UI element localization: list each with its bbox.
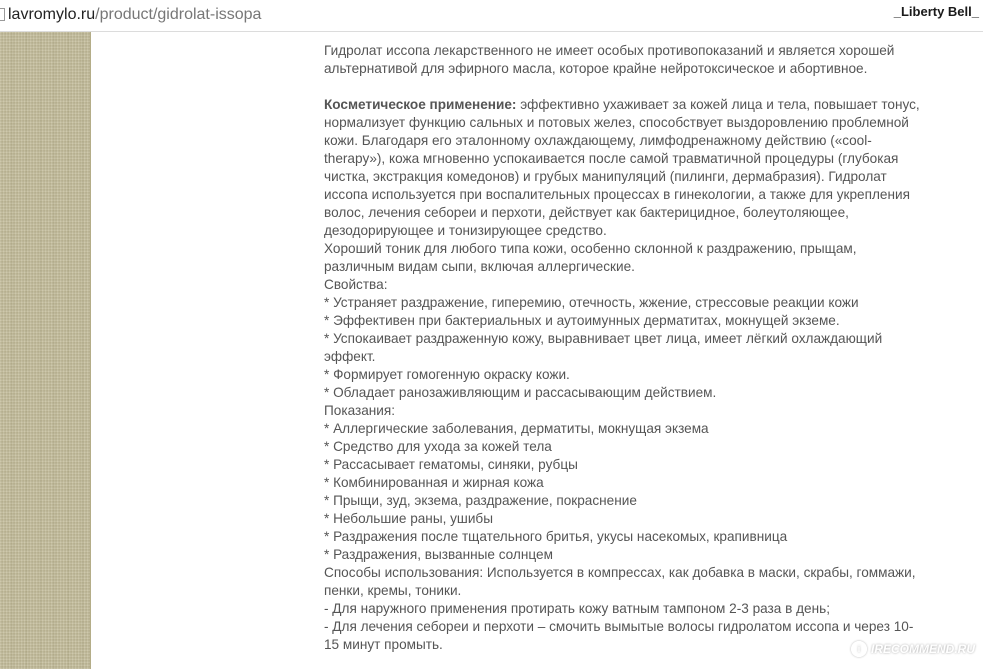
description-line: - Для лечения себореи и перхоти – смочить вымытые волосы гидролатом иссопа и через 10- (324, 619, 914, 634)
url-path: /product/gidrolat-issopa (95, 6, 262, 23)
url-text[interactable] (8, 6, 261, 24)
product-description (324, 42, 964, 654)
description-line: эффект. (324, 349, 376, 364)
description-line: Хороший тоник для любого типа кожи, особенно склонной к раздражению, прыщам, (324, 241, 857, 256)
description-line: Свойства: (324, 277, 388, 292)
description-line: * Формирует гомогенную окраску кожи. (324, 367, 570, 382)
description-line: иссопа используется при воспалительных процессах в гинекологии, а также для укрепления (324, 187, 910, 202)
intro-line: альтернативой для эфирного масла, которое крайне нейротоксическое и абортивное. (324, 61, 868, 76)
description-line: нормализует функцию сальных и потовых желез, способствует выздоровлению проблемной (324, 115, 909, 130)
description-line: * Аллергические заболевания, дерматиты, мокнущая экзема (324, 421, 709, 436)
cosmetic-first-line (324, 96, 964, 114)
cosmetic-heading: Косметическое применение: (324, 97, 517, 112)
description-line: Способы использования: Используется в компрессах, как добавка в маски, скрабы, гоммажи, (324, 565, 916, 580)
description-line: * Раздражения, вызванные солнцем (324, 547, 553, 562)
linen-background-panel (0, 32, 91, 669)
description-line: * Эффективен при бактериальных и аутоимунных дерматитах, мокнущей экземе. (324, 313, 840, 328)
description-line: Показания: (324, 403, 396, 418)
url-domain: lavromylo.ru (8, 6, 96, 23)
description-line: волос, лечения себореи и перхоти, действует как бактерицидное, болеутоляющее, (324, 205, 849, 220)
description-line: * Обладает ранозаживляющим и рассасывающим действием. (324, 385, 717, 400)
description-line: * Рассасывает гематомы, синяки, рубцы (324, 457, 578, 472)
paragraph-gap (324, 78, 964, 96)
description-line: дезодорирующее и тонизирующее средство. (324, 223, 607, 238)
description-line: пенки, кремы, тоники. (324, 583, 462, 598)
address-bar[interactable] (0, 0, 983, 32)
user-watermark: _Liberty Bell_ (893, 4, 979, 19)
page-content (0, 32, 983, 669)
intro-line: Гидролат иссопа лекарственного не имеет особых противопоказаний и является хорошей (324, 43, 895, 58)
recommend-watermark (851, 639, 975, 659)
description-line: * Раздражения после тщательного бритья, укусы насекомых, крапивница (324, 529, 788, 544)
description-line: * Успокаивает раздраженную кожу, выравнивает цвет лица, имеет лёгкий охлаждающий (324, 331, 883, 346)
description-line: - Для наружного применения протирать кожу ватным тампоном 2-3 раза в день; (324, 601, 830, 616)
description-line: * Небольшие раны, ушибы (324, 511, 493, 526)
description-line: therapy»), кожа мгновенно успокаивается после самой травматичной процедуры (глубокая (324, 151, 899, 166)
document-icon (0, 8, 5, 21)
description-line: 15 минут промыть. (324, 637, 443, 652)
recommend-logo-icon: i (851, 641, 867, 657)
description-lines (324, 114, 964, 654)
recommend-site-text: IRECOMMEND.RU (871, 642, 975, 656)
description-line: различным видам сыпи, включая аллергические. (324, 259, 635, 274)
description-line: * Устраняет раздражение, гиперемию, отечность, жжение, стрессовые реакции кожи (324, 295, 859, 310)
cosmetic-first-text: эффективно ухаживает за кожей лица и тела, повышает тонус, (516, 97, 920, 112)
description-line: кожи. Благодаря его эталонному охлаждающему, лимфодренажному действию («cool- (324, 133, 872, 148)
description-line: * Средство для ухода за кожей тела (324, 439, 552, 454)
description-line: * Прыщи, зуд, экзема, раздражение, покраснение (324, 493, 637, 508)
description-line: * Комбинированная и жирная кожа (324, 475, 544, 490)
description-line: чистка, экстракция комедонов) и грубых манипуляций (пилинги, дермабразия). Гидролат (324, 169, 887, 184)
